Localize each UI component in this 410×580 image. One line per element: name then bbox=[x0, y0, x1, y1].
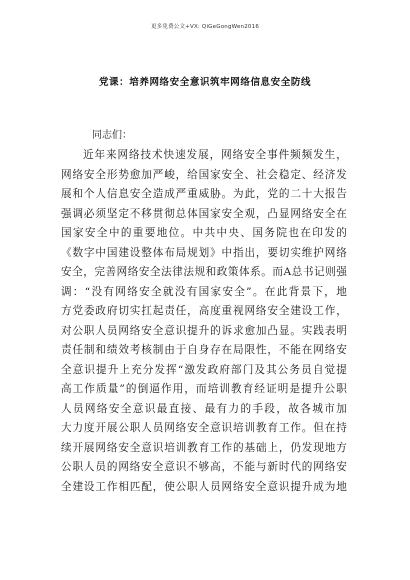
body-line: 高工作质量”的倒逼作用，而培训教育经证明是提升公职 bbox=[61, 383, 347, 395]
body-line: 国家安全中的重要地位。中共中央、国务院也在印发的 bbox=[61, 227, 347, 239]
body-paragraph bbox=[61, 146, 347, 497]
body-line: 全建设工作相匹配，使公职人员网络安全意识提升成为地 bbox=[61, 480, 347, 493]
body-line: 全意识提升上充分发挥“激发政府部门及其公务员自觉提 bbox=[61, 363, 347, 376]
body-line: 方党委政府切实扛起责任，高度重视网络安全建设工作， bbox=[61, 305, 347, 317]
body-line: 公职人员的网络安全意识不够高，不能与新时代的网络安 bbox=[61, 461, 347, 473]
body-line: 对公职人员网络安全意识提升的诉求愈加凸显。实践表明 bbox=[61, 324, 347, 337]
body-line: 强调必须坚定不移贯彻总体国家安全观，凸显网络安全在 bbox=[61, 207, 347, 220]
body-line: 大力度开展公职人员网络安全意识培训教育工作。但在持 bbox=[61, 422, 347, 434]
body-line: 网络安全形势愈加严峻，给国家安全、社会稳定、经济发 bbox=[61, 168, 347, 181]
body-line: 续开展网络安全意识培训教育工作的基础上，仍发现地方 bbox=[61, 441, 347, 454]
body-line: 展和个人信息安全造成严重威胁。为此，党的二十大报告 bbox=[61, 188, 347, 200]
body-line: 责任制和绩效考核制由于自身存在局限性，不能在网络安 bbox=[61, 344, 347, 356]
body-line: 《数字中国建设整体布局规划》中指出，要切实维护网络 bbox=[61, 246, 347, 259]
body-line: 安全，完善网络安全法律法规和政策体系。而A总书记则强 bbox=[61, 266, 347, 278]
salutation: 同志们： bbox=[92, 130, 132, 141]
body-line: 人员网络安全意识最直接、最有力的手段，故各城市加 bbox=[61, 402, 347, 415]
body-line: 近年来网络技术快速发展，网络安全事件频频发生， bbox=[83, 149, 347, 161]
document-title: 党课：培养网络安全意识筑牢网络信息安全防线 bbox=[98, 77, 312, 88]
header-note: 更多免费公文+VX: QiGeGongWen2016 bbox=[150, 24, 260, 30]
body-line: 调：“没有网络安全就没有国家安全”。在此背景下，地 bbox=[61, 285, 347, 298]
